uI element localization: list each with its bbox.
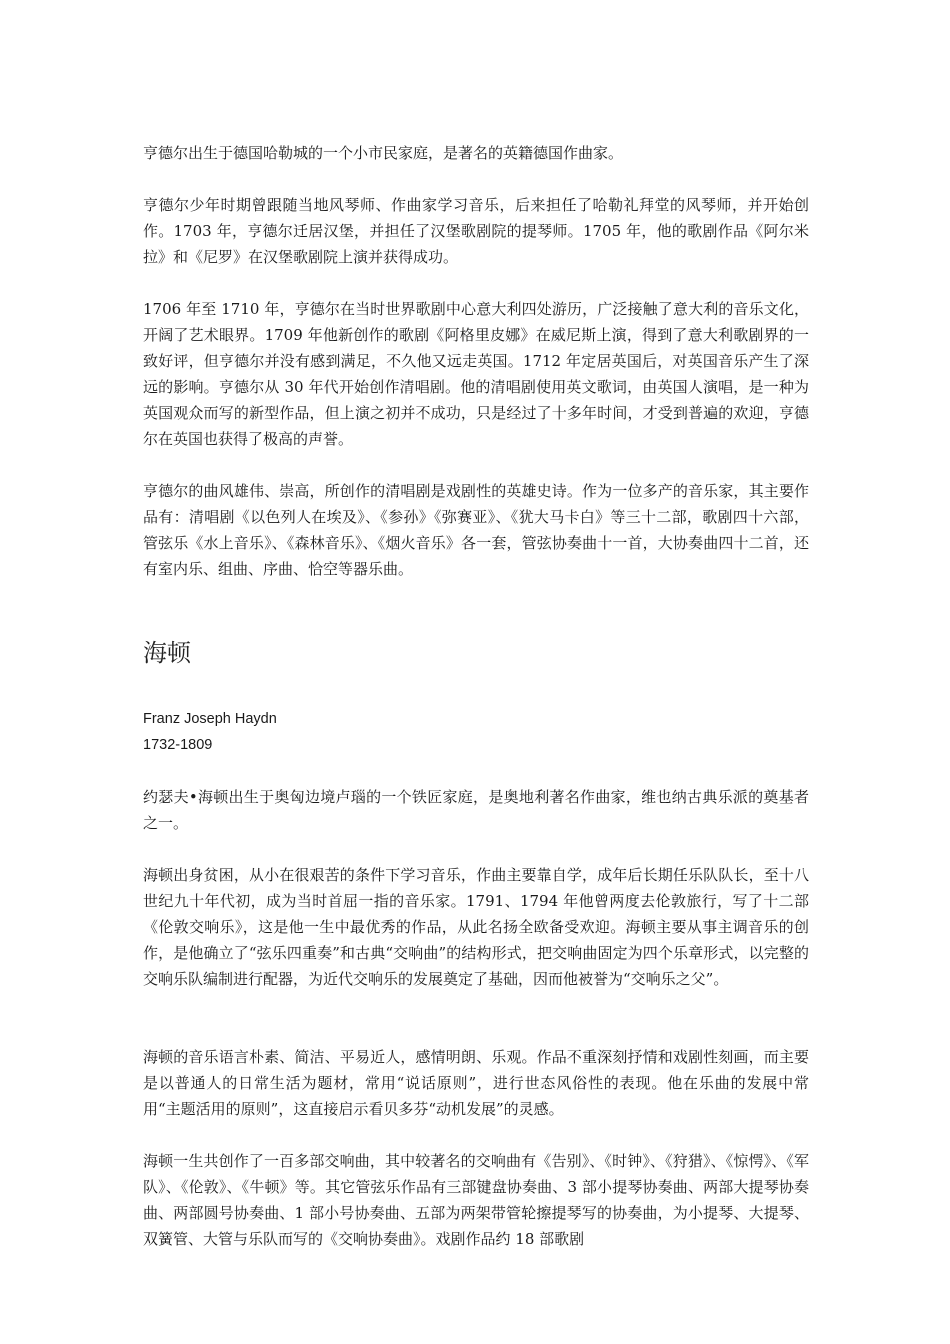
paragraph: 约瑟夫•海顿出生于奥匈边境卢瑙的一个铁匠家庭，是奥地利著名作曲家，维也纳古典乐派的奠基者之一。 xyxy=(143,788,809,832)
paragraph: 1706 年至 1710 年，亨德尔在当时世界歌剧中心意大利四处游历，广泛接触了意大利的音乐文化，开阔了艺术眼界。1709 年他新创作的歌剧《阿格里皮娜》在威尼斯上演，得到了意大利歌剧界的一致好评，但亨德尔并没有感到满足，不久他又远走英国。1712 年定居英国后，对英国音乐产生了深远的影响。亨德尔从 30 年代开始创作清唱剧。他的清唱剧使用英文歌词，由英国人演唱，是一种为英国观众而写的新型作品，但上演之初并不成功，只是经过了十多年时间，才受到普遍的欢迎，亨德尔在英国也获得了极高的声誉。 xyxy=(143,300,809,448)
paragraph-gap xyxy=(143,1122,809,1148)
paragraph-gap xyxy=(143,758,809,784)
paragraph: 亨德尔出生于德国哈勒城的一个小市民家庭，是著名的英籍德国作曲家。 xyxy=(143,144,624,162)
document-page xyxy=(143,140,809,1252)
paragraph-gap xyxy=(143,452,809,478)
composer-years: 1732-1809 xyxy=(143,737,213,753)
section-heading: 海顿 xyxy=(143,639,191,667)
paragraph: 海顿出身贫困，从小在很艰苦的条件下学习音乐，作曲主要靠自学，成年后长期任乐队队长，至十八世纪九十年代初，成为当时首屈一指的音乐家。1791、1794 年他曾两度去伦敦旅行，写了十二部《伦敦交响乐》，这是他一生中最优秀的作品，从此名扬全欧备受欢迎。海顿主要从事主调音乐的创作，是他确立了“弦乐四重奏”和古典“交响曲”的结构形式，把交响曲固定为四个乐章形式，以完整的交响乐队编制进行配器，为近代交响乐的发展奠定了基础，因而他被誉为“交响乐之父”。 xyxy=(143,866,809,988)
paragraph: 海顿一生共创作了一百多部交响曲，其中较著名的交响曲有《告别》、《时钟》、《狩猎》、《惊愕》、《军队》、《伦敦》、《牛顿》等。其它管弦乐作品有三部键盘协奏曲、3 部小提琴协奏曲、两部大提琴协奏曲、两部圆号协奏曲、1 部小号协奏曲、五部为两架带管轮擦提琴写的协奏曲，为小提琴、大提琴、双簧管、大管与乐队而写的《交响协奏曲》。戏剧作品约 18 部歌剧 xyxy=(143,1152,809,1248)
paragraph-gap xyxy=(143,836,809,862)
paragraph-gap xyxy=(143,1018,809,1044)
paragraph-gap xyxy=(143,166,809,192)
paragraph: 亨德尔少年时期曾跟随当地风琴师、作曲家学习音乐，后来担任了哈勒礼拜堂的风琴师，并开始创作。1703 年，亨德尔迁居汉堡，并担任了汉堡歌剧院的提琴师。1705 年，他的歌剧作品《阿尔米拉》和《尼罗》在汉堡歌剧院上演并获得成功。 xyxy=(143,196,809,266)
section-gap xyxy=(143,582,809,636)
composer-name: Franz Joseph Haydn xyxy=(143,711,277,727)
paragraph-gap xyxy=(143,270,809,296)
section-gap xyxy=(143,670,809,706)
paragraph: 亨德尔的曲风雄伟、崇高，所创作的清唱剧是戏剧性的英雄史诗。作为一位多产的音乐家，其主要作品有：清唱剧《以色列人在埃及》、《参孙》《弥赛亚》、《犹大马卡白》等三十二部，歌剧四十六部，管弦乐《水上音乐》、《森林音乐》、《烟火音乐》各一套，管弦协奏曲十一首，大协奏曲四十二首，还有室内乐、组曲、序曲、恰空等器乐曲。 xyxy=(143,482,809,578)
paragraph: 海顿的音乐语言朴素、简洁、平易近人，感情明朗、乐观。作品不重深刻抒情和戏剧性刻画，而主要是以普通人的日常生活为题材，常用“说话原则”，进行世态风俗性的表现。他在乐曲的发展中常用“主题活用的原则”，这直接启示看贝多芬“动机发展”的灵感。 xyxy=(143,1048,809,1118)
